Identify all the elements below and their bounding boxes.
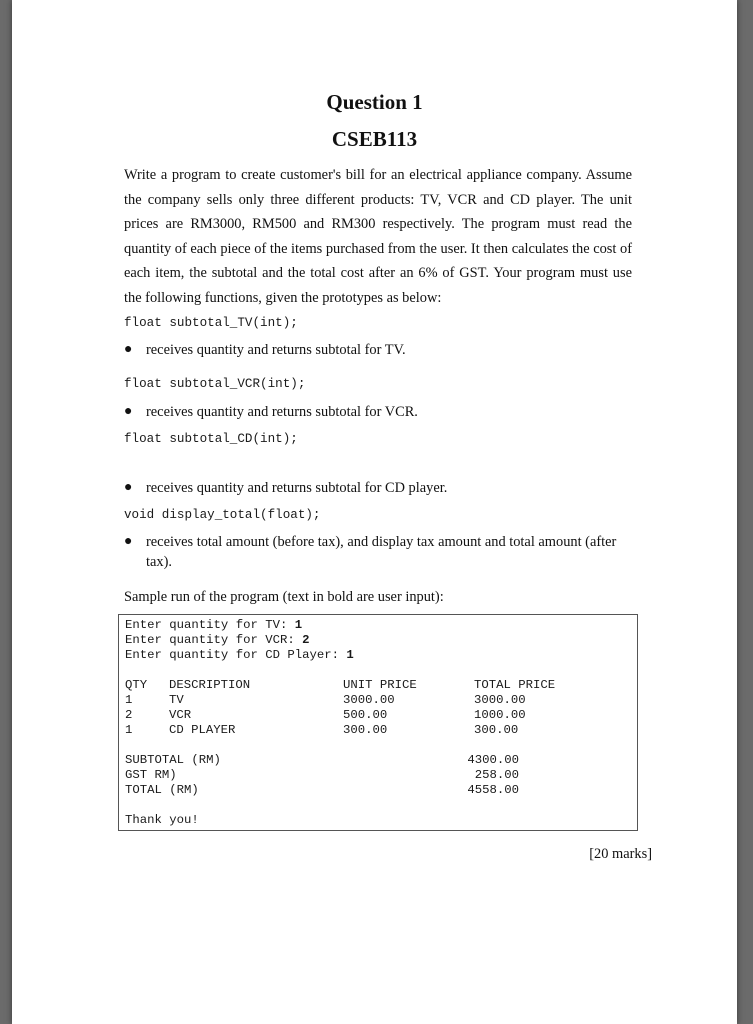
bullet-icon: ● (124, 534, 133, 549)
prompt-line: Enter quantity for TV: 1 (125, 618, 303, 632)
bullet-icon: ● (124, 480, 133, 495)
function-prototype-tv: float subtotal_TV(int); (124, 316, 298, 330)
header-description: DESCRIPTION (169, 678, 251, 692)
function-prototype-vcr: float subtotal_VCR(int); (124, 377, 306, 391)
header-unit-price: UNIT PRICE (343, 678, 417, 692)
prompt-line: Enter quantity for VCR: 2 (125, 633, 310, 647)
prompt-line: Enter quantity for CD Player: 1 (125, 648, 354, 662)
summary-label: GST RM) (125, 768, 177, 782)
summary-label: SUBTOTAL (RM) (125, 753, 221, 767)
row-unit-price: 3000.00 (343, 693, 395, 707)
bullet-text: receives quantity and returns subtotal for CD player. (146, 480, 448, 496)
function-prototype-display: void display_total(float); (124, 508, 321, 522)
document-page (12, 0, 737, 1024)
row-description: TV (169, 693, 184, 707)
bullet-text: receives total amount (before tax), and display tax amount and total amount (after tax). (146, 534, 617, 570)
question-intro: Write a program to create customer's bill for an electrical appliance company. Assume the company sells only three different products: TV, VCR and CD player. The unit prices are RM3000, RM500 and RM300 respectively. The program must read the quantity of each piece of the items purchased from the user. It then calculates the cost of each item, the subtotal and the total cost after an 6% of GST. Your program must use the following functions, given the prototypes as below: (124, 167, 632, 306)
summary-value: 4558.00 (467, 783, 519, 797)
row-total-price: 300.00 (474, 723, 519, 737)
row-description: CD PLAYER (169, 723, 236, 737)
bullet-icon: ● (124, 342, 133, 357)
bullet-icon: ● (124, 404, 133, 419)
row-unit-price: 300.00 (343, 723, 388, 737)
closing-message: Thank you! (125, 813, 199, 827)
bullet-text: receives quantity and returns subtotal for TV. (146, 342, 406, 358)
row-qty: 1 (125, 693, 133, 707)
header-total-price: TOTAL PRICE (474, 678, 556, 692)
summary-value: 258.00 (474, 768, 519, 782)
sample-run-box (118, 614, 638, 831)
summary-value: 4300.00 (467, 753, 519, 767)
row-total-price: 1000.00 (474, 708, 526, 722)
row-qty: 2 (125, 708, 133, 722)
row-description: VCR (169, 708, 192, 722)
marks-label: [20 marks] (589, 846, 652, 862)
question-title: Question 1 (326, 90, 423, 114)
course-code: CSEB113 (331, 127, 418, 151)
row-total-price: 3000.00 (474, 693, 526, 707)
bullet-text: receives quantity and returns subtotal for VCR. (146, 404, 418, 420)
sample-run-label: Sample run of the program (text in bold are user input): (124, 589, 444, 605)
summary-label: TOTAL (RM) (125, 783, 199, 797)
header-qty: QTY (125, 678, 148, 692)
row-unit-price: 500.00 (343, 708, 388, 722)
row-qty: 1 (125, 723, 133, 737)
function-prototype-cd: float subtotal_CD(int); (124, 432, 298, 446)
